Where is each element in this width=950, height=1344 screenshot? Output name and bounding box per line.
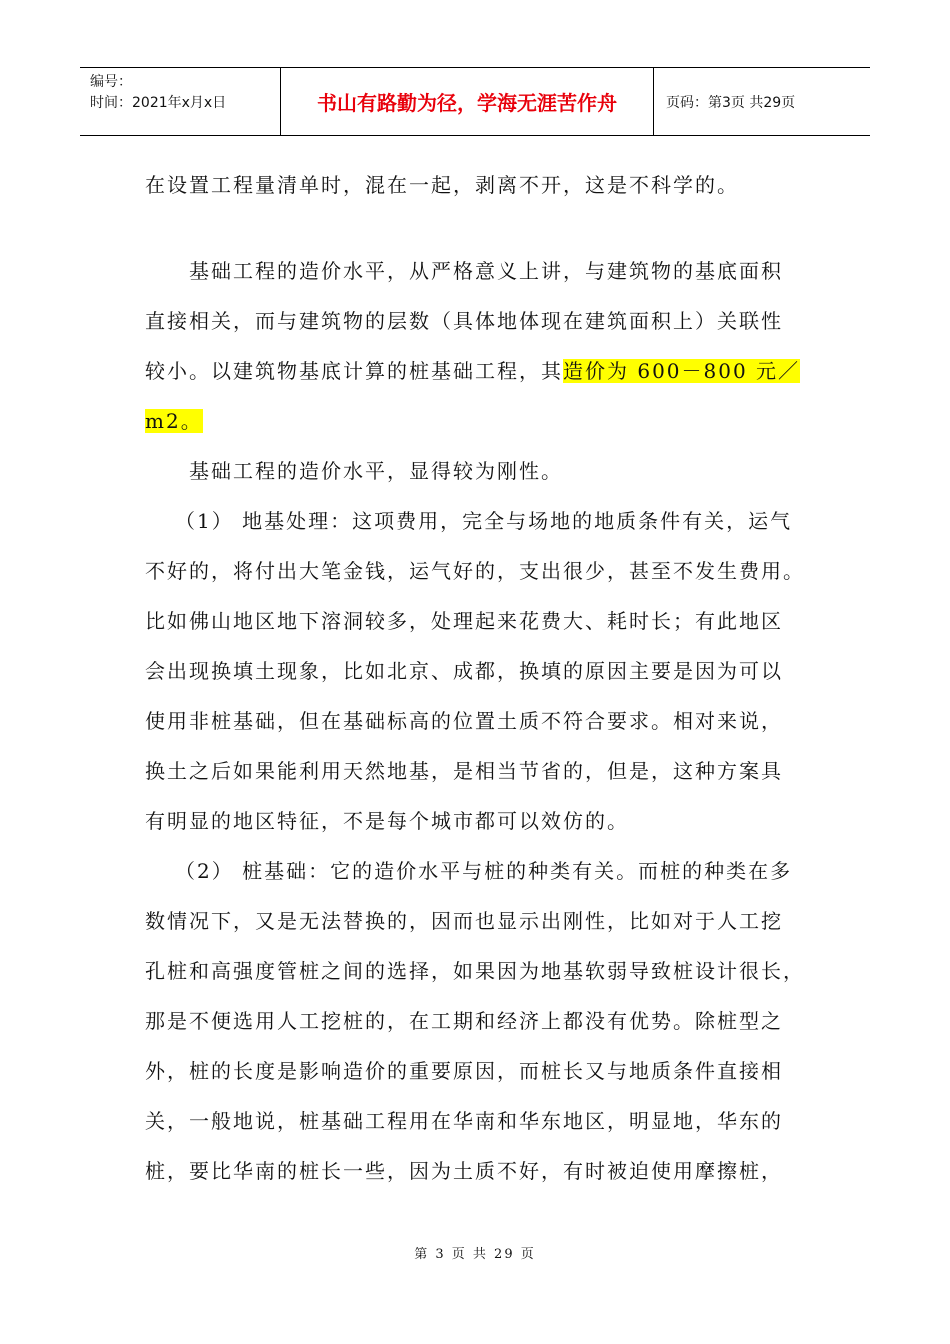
text-line: 不好的，将付出大笔金钱，运气好的，支出很少，甚至不发生费用。 [145,559,805,583]
page-header [80,67,870,136]
text-line [145,346,815,396]
header-motto: 书山有路勤为径，学海无涯苦作舟 [281,68,654,135]
paragraph-gap [145,210,815,246]
text-line: 换土之后如果能利用天然地基，是相当节省的，但是，这种方案具 [145,759,783,783]
text-line: 数情况下，又是无法替换的，因而也显示出刚性，比如对于人工挖 [145,909,783,933]
highlighted-unit: m2。 [145,409,203,433]
header-meta [80,68,281,135]
text-line: 桩，要比华南的桩长一些，因为土质不好，有时被迫使用摩擦桩， [145,1159,783,1183]
text-line: 那是不便选用人工挖桩的，在工期和经济上都没有优势。除桩型之 [145,1009,783,1033]
text-line: 基础工程的造价水平，显得较为刚性。 [189,459,563,483]
document-body [145,160,815,1196]
header-number-label: 编号： [90,74,132,90]
list-item-1: （1） 地基处理：这项费用，完全与场地的地质条件有关，运气 [175,509,793,533]
text-line: 关，一般地说，桩基础工程用在华南和华东地区，明显地，华东的 [145,1109,783,1133]
text-line: 基础工程的造价水平，从严格意义上讲，与建筑物的基底面积 [189,259,783,283]
text-line [145,396,815,446]
text-line: 外，桩的长度是影响造价的重要原因，而桩长又与地质条件直接相 [145,1059,783,1083]
text-line: 会出现换填土现象，比如北京、成都，换填的原因主要是因为可以 [145,659,783,683]
text-line: 比如佛山地区地下溶洞较多，处理起来花费大、耗时长；有此地区 [145,609,783,633]
text-line: 直接相关，而与建筑物的层数（具体地体现在建筑面积上）关联性 [145,309,783,333]
header-time-label: 时间：2021年x月x日 [90,95,227,111]
text-span: 较小。以建筑物基底计算的桩基础工程，其 [145,359,563,383]
header-page-label: 页码：第3页 共29页 [666,94,796,111]
list-item-2: （2） 桩基础：它的造价水平与桩的种类有关。而桩的种类在多 [175,859,793,883]
text-line: 有明显的地区特征，不是每个城市都可以效仿的。 [145,809,629,833]
text-line: 使用非桩基础，但在基础标高的位置土质不符合要求。相对来说， [145,709,783,733]
text-line: 在设置工程量清单时，混在一起，剥离不开，这是不科学的。 [145,173,739,197]
highlighted-price: 造价为 600－800 元／ [563,359,801,383]
page-footer: 第 3 页 共 29 页 [414,1247,536,1262]
text-line: 孔桩和高强度管桩之间的选择，如果因为地基软弱导致桩设计很长， [145,959,805,983]
